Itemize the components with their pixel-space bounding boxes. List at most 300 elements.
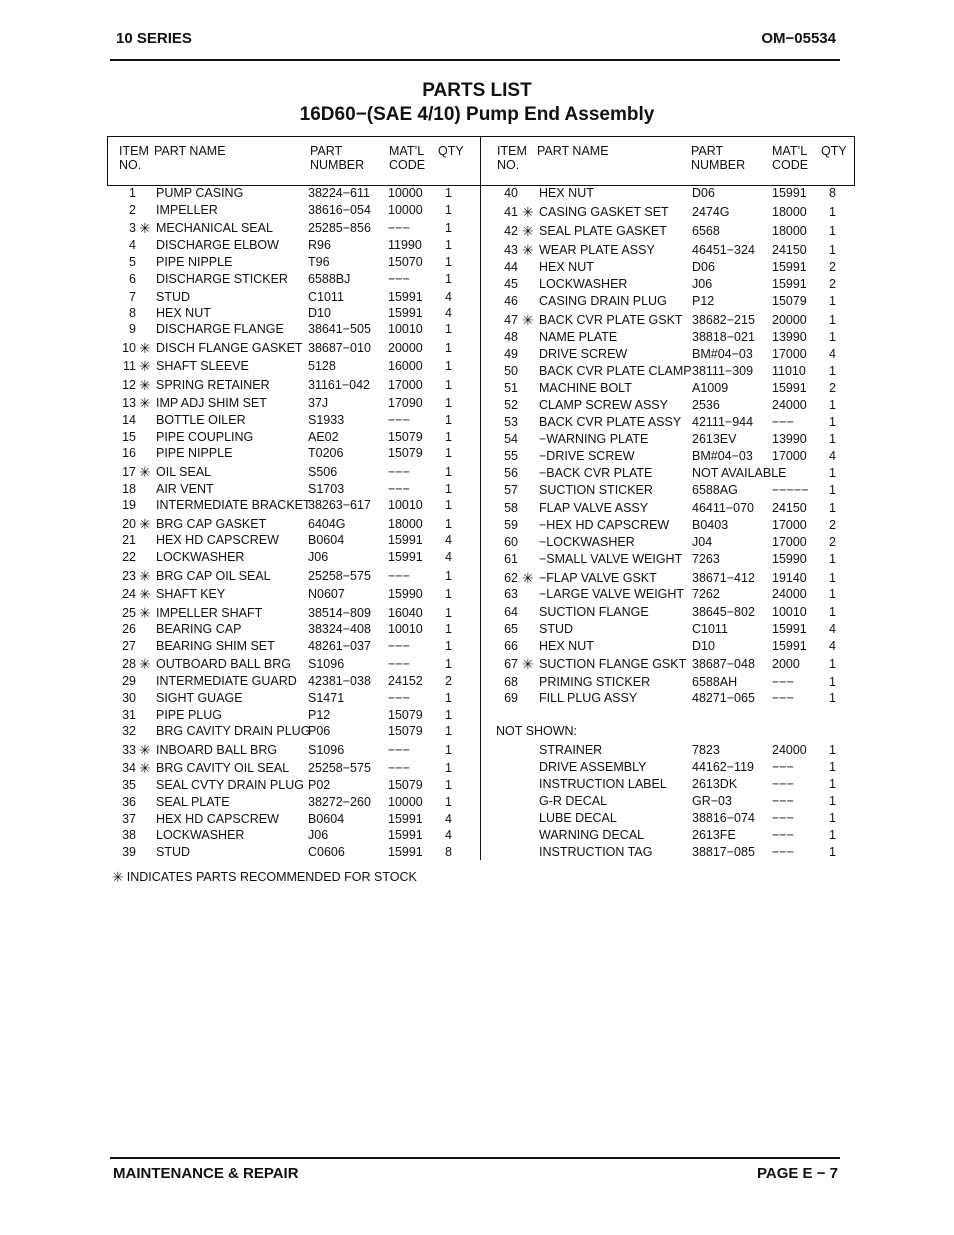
item-number: 43 <box>504 243 518 257</box>
part-name: SPRING RETAINER <box>156 378 270 392</box>
part-number: 37J <box>308 396 329 410</box>
part-number: P06 <box>308 724 331 738</box>
item-number: 29 <box>122 674 136 688</box>
part-name: DRIVE ASSEMBLY <box>539 760 647 774</box>
part-number: S506 <box>308 465 338 479</box>
part-name: BACK CVR PLATE ASSY <box>539 415 682 429</box>
quantity: 1 <box>445 396 452 410</box>
parts-right-row <box>0 276 954 293</box>
item-number: 25 <box>122 606 136 620</box>
item-number: 21 <box>122 533 136 547</box>
part-name: IMPELLER <box>156 203 218 217</box>
item-number: 11 <box>123 359 136 373</box>
parts-right-row <box>0 534 954 551</box>
matl-code: 15990 <box>388 587 423 601</box>
stock-note-text: INDICATES PARTS RECOMMENDED FOR STOCK <box>126 870 417 884</box>
part-name: −LOCKWASHER <box>539 535 635 549</box>
matl-code: 15990 <box>772 552 807 566</box>
stock-star-icon: ✳ <box>112 869 124 885</box>
part-name: SUCTION FLANGE <box>539 605 649 619</box>
part-name: HEX NUT <box>539 639 594 653</box>
part-number: 38687−010 <box>308 341 371 355</box>
not-shown-row <box>0 776 954 793</box>
matl-code: 16040 <box>388 606 423 620</box>
parts-right-row <box>0 621 954 638</box>
matl-code: 16000 <box>388 359 423 373</box>
item-number: 14 <box>122 413 136 427</box>
part-number: 38645−802 <box>692 605 755 619</box>
stock-star-icon: ✳ <box>522 312 534 328</box>
part-number: D06 <box>692 186 715 200</box>
matl-code: −−−−− <box>772 483 809 497</box>
quantity: 1 <box>829 415 836 429</box>
part-name: DISCHARGE FLANGE <box>156 322 284 336</box>
section-name: MAINTENANCE & REPAIR <box>113 1165 299 1182</box>
part-number: BM#04−03 <box>692 347 753 361</box>
col-qty-right: QTY <box>821 144 847 158</box>
matl-code: 10010 <box>388 322 423 336</box>
stock-star-icon: ✳ <box>139 516 151 532</box>
part-name: SIGHT GUAGE <box>156 691 243 705</box>
part-number: C1011 <box>692 622 728 636</box>
parts-right-row <box>0 465 954 482</box>
quantity: 1 <box>829 364 836 378</box>
matl-code: −−− <box>772 811 794 825</box>
quantity: 2 <box>445 674 452 688</box>
item-number: 9 <box>129 322 136 336</box>
quantity: 1 <box>445 446 452 460</box>
part-number: 7262 <box>692 587 720 601</box>
part-name: G-R DECAL <box>539 794 608 808</box>
matl-code: 20000 <box>388 341 423 355</box>
quantity: 1 <box>445 498 452 512</box>
part-name: CASING GASKET SET <box>539 205 669 219</box>
part-number: 38111−309 <box>692 364 754 378</box>
item-number: 56 <box>504 466 518 480</box>
quantity: 1 <box>829 571 836 585</box>
quantity: 4 <box>829 639 836 653</box>
item-number: 64 <box>504 605 518 619</box>
item-number: 19 <box>122 498 136 512</box>
matl-code: 17000 <box>772 347 807 361</box>
matl-code: 15079 <box>388 778 423 792</box>
item-number: 69 <box>504 691 518 705</box>
part-number: 42381−038 <box>308 674 371 688</box>
matl-code: 10010 <box>772 605 807 619</box>
parts-right-row <box>0 397 954 414</box>
matl-code: 17090 <box>388 396 423 410</box>
matl-code: 19140 <box>772 571 807 585</box>
part-number: 42111−944 <box>692 415 754 429</box>
part-number: 6404G <box>308 517 346 531</box>
matl-code: −−− <box>388 743 410 757</box>
page-subtitle: 16D60−(SAE 4/10) Pump End Assembly <box>299 104 655 125</box>
matl-code: −−− <box>772 794 794 808</box>
matl-code: 13990 <box>772 432 807 446</box>
part-name: MACHINE BOLT <box>539 381 632 395</box>
part-number: C0606 <box>308 845 345 859</box>
stock-star-icon: ✳ <box>522 242 534 258</box>
item-number: 17 <box>122 465 136 479</box>
item-number: 67 <box>504 657 518 671</box>
matl-code: −−− <box>388 221 410 235</box>
parts-right-row <box>0 674 954 691</box>
stock-star-icon: ✳ <box>522 223 534 239</box>
part-number: 38816−074 <box>692 811 755 825</box>
part-name: DISCHARGE ELBOW <box>156 238 279 252</box>
quantity: 1 <box>445 778 452 792</box>
part-name: SHAFT KEY <box>156 587 226 601</box>
stock-star-icon: ✳ <box>139 605 151 621</box>
part-number: 38818−021 <box>692 330 755 344</box>
matl-code: 10000 <box>388 795 423 809</box>
col-partnumber-left: PART NUMBER <box>310 144 365 172</box>
matl-code: 10010 <box>388 498 423 512</box>
quantity: 1 <box>445 341 452 355</box>
part-name: BACK CVR PLATE GSKT <box>539 313 683 327</box>
part-number: 38817−085 <box>692 845 755 859</box>
item-number: 32 <box>122 724 136 738</box>
not-shown-row <box>0 827 954 844</box>
quantity: 2 <box>829 260 836 274</box>
matl-code: −−− <box>388 761 410 775</box>
parts-right-row <box>0 570 954 587</box>
quantity: 2 <box>829 277 836 291</box>
part-number: 38324−408 <box>308 622 371 636</box>
matl-code: 10000 <box>388 203 423 217</box>
part-name: INTERMEDIATE BRACKET <box>156 498 311 512</box>
item-number: 5 <box>129 255 136 269</box>
part-number: 44162−119 <box>692 760 754 774</box>
matl-code: 15991 <box>388 290 423 304</box>
part-number: S1703 <box>308 482 345 496</box>
parts-right-row <box>0 517 954 534</box>
parts-right-row <box>0 363 954 380</box>
col-partnumber-right: PART NUMBER <box>691 144 746 172</box>
part-name: −FLAP VALVE GSKT <box>539 571 657 585</box>
item-number: 15 <box>122 430 136 444</box>
item-number: 18 <box>122 482 136 496</box>
item-number: 39 <box>122 845 136 859</box>
matl-code: 15079 <box>388 724 423 738</box>
item-number: 51 <box>504 381 518 395</box>
part-name: WEAR PLATE ASSY <box>539 243 655 257</box>
parts-right-row <box>0 482 954 499</box>
item-number: 4 <box>129 238 136 252</box>
item-number: 42 <box>504 224 518 238</box>
part-name: PIPE PLUG <box>156 708 222 722</box>
part-number: S1096 <box>308 657 345 671</box>
stock-star-icon: ✳ <box>139 742 151 758</box>
matl-code: 15079 <box>388 446 423 460</box>
matl-code: 24150 <box>772 243 807 257</box>
item-number: 35 <box>122 778 136 792</box>
part-number: D06 <box>692 260 715 274</box>
parts-right-row <box>0 223 954 240</box>
parts-right-row <box>0 380 954 397</box>
matl-code: 11010 <box>772 364 806 378</box>
part-number: 38224−611 <box>308 186 370 200</box>
quantity: 2 <box>829 518 836 532</box>
part-number: 38616−054 <box>308 203 371 217</box>
document-number: OM−05534 <box>761 30 836 47</box>
quantity: 1 <box>445 606 452 620</box>
stock-star-icon: ✳ <box>139 760 151 776</box>
quantity: 1 <box>445 743 452 757</box>
col-partname-left: PART NAME <box>154 144 226 158</box>
item-number: 49 <box>504 347 518 361</box>
part-name: PUMP CASING <box>156 186 244 200</box>
quantity: 1 <box>445 517 452 531</box>
quantity: 1 <box>445 482 452 496</box>
quantity: 1 <box>829 605 836 619</box>
part-name: SEAL PLATE GASKET <box>539 224 667 238</box>
part-name: HEX HD CAPSCREW <box>156 812 279 826</box>
part-name: INSTRUCTION TAG <box>539 845 653 859</box>
part-name: BRG CAVITY OIL SEAL <box>156 761 290 775</box>
part-name: DRIVE SCREW <box>539 347 628 361</box>
quantity: 1 <box>445 691 452 705</box>
quantity: 1 <box>829 313 836 327</box>
item-number: 6 <box>129 272 136 286</box>
parts-right-row <box>0 638 954 655</box>
item-number: 23 <box>122 569 136 583</box>
item-number: 13 <box>122 396 136 410</box>
matl-code: −−− <box>772 675 794 689</box>
quantity: 1 <box>829 330 836 344</box>
part-name: SHAFT SLEEVE <box>156 359 249 373</box>
quantity: 1 <box>445 639 452 653</box>
matl-code: −−− <box>388 657 410 671</box>
part-name: BEARING SHIM SET <box>156 639 275 653</box>
part-name: −WARNING PLATE <box>539 432 649 446</box>
parts-right-row <box>0 656 954 673</box>
quantity: 1 <box>829 675 836 689</box>
quantity: 4 <box>829 449 836 463</box>
parts-right-row <box>0 259 954 276</box>
parts-right-row <box>0 690 954 707</box>
part-number: D10 <box>692 639 715 653</box>
matl-code: 15079 <box>772 294 807 308</box>
quantity: 1 <box>445 221 452 235</box>
col-matl-left: MAT’L CODE <box>389 144 426 172</box>
quantity: 1 <box>445 708 452 722</box>
part-number: 6568 <box>692 224 720 238</box>
matl-code: 15991 <box>388 812 423 826</box>
quantity: 1 <box>445 238 452 252</box>
part-number: 38263−617 <box>308 498 371 512</box>
part-name: PIPE NIPPLE <box>156 446 233 460</box>
stock-note <box>112 868 417 884</box>
item-number: 54 <box>504 432 518 446</box>
quantity: 4 <box>829 622 836 636</box>
matl-code: −−− <box>388 569 410 583</box>
parts-right-row <box>0 448 954 465</box>
not-shown-row <box>0 844 954 861</box>
part-number: 2536 <box>692 398 720 412</box>
part-name: PIPE NIPPLE <box>156 255 233 269</box>
col-item-left: ITEM NO. <box>119 144 149 172</box>
item-number: 37 <box>122 812 136 826</box>
part-number: 6588AH <box>692 675 738 689</box>
part-number: P12 <box>692 294 715 308</box>
quantity: 1 <box>829 691 836 705</box>
item-number: 63 <box>504 587 518 601</box>
part-number: 38641−505 <box>308 322 371 336</box>
part-number: BM#04−03 <box>692 449 753 463</box>
quantity: 1 <box>829 811 836 825</box>
item-number: 31 <box>122 708 136 722</box>
part-number: B0604 <box>308 533 345 547</box>
matl-code: 15079 <box>388 430 423 444</box>
stock-star-icon: ✳ <box>139 377 151 393</box>
quantity: 1 <box>445 724 452 738</box>
part-number: C1011 <box>308 290 344 304</box>
quantity: 1 <box>829 657 836 671</box>
part-name: SEAL CVTY DRAIN PLUG <box>156 778 304 792</box>
part-number: B0604 <box>308 812 345 826</box>
part-number: 2613FE <box>692 828 736 842</box>
matl-code: −−− <box>388 272 410 286</box>
item-number: 48 <box>504 330 518 344</box>
item-number: 36 <box>122 795 136 809</box>
part-name: −SMALL VALVE WEIGHT <box>539 552 683 566</box>
matl-code: 24000 <box>772 587 807 601</box>
part-name: PIPE COUPLING <box>156 430 254 444</box>
quantity: 4 <box>445 828 452 842</box>
stock-star-icon: ✳ <box>139 358 151 374</box>
part-number: 6588AG <box>692 483 738 497</box>
part-name: AIR VENT <box>156 482 214 496</box>
item-number: 10 <box>122 341 136 355</box>
matl-code: 11990 <box>388 238 422 252</box>
part-number: N0607 <box>308 587 345 601</box>
part-number: 38682−215 <box>692 313 755 327</box>
item-number: 26 <box>122 622 136 636</box>
stock-star-icon: ✳ <box>139 464 151 480</box>
matl-code: 15070 <box>388 255 423 269</box>
part-name: LOCKWASHER <box>156 550 245 564</box>
parts-right-row <box>0 329 954 346</box>
matl-code: 24000 <box>772 743 807 757</box>
stock-star-icon: ✳ <box>139 656 151 672</box>
matl-code: 18000 <box>388 517 423 531</box>
matl-code: 15991 <box>388 306 423 320</box>
quantity: 1 <box>829 552 836 566</box>
part-number: R96 <box>308 238 331 252</box>
part-name: CASING DRAIN PLUG <box>539 294 667 308</box>
part-name: FLAP VALVE ASSY <box>539 501 649 515</box>
part-number: 31161−042 <box>308 378 370 392</box>
quantity: 1 <box>445 761 452 775</box>
part-number: 7823 <box>692 743 720 757</box>
quantity: 1 <box>829 777 836 791</box>
part-name: DISCH FLANGE GASKET <box>156 341 303 355</box>
quantity: 1 <box>829 760 836 774</box>
quantity: 1 <box>829 294 836 308</box>
parts-right-row <box>0 414 954 431</box>
col-matl-right: MAT’L CODE <box>772 144 809 172</box>
part-number: 5128 <box>308 359 336 373</box>
item-number: 62 <box>504 571 518 585</box>
item-number: 41 <box>504 205 518 219</box>
item-number: 53 <box>504 415 518 429</box>
matl-code: −−− <box>772 828 794 842</box>
part-number: 25285−856 <box>308 221 371 235</box>
quantity: 2 <box>829 535 836 549</box>
part-number: S1933 <box>308 413 345 427</box>
item-number: 66 <box>504 639 518 653</box>
part-name: −DRIVE SCREW <box>539 449 635 463</box>
item-number: 28 <box>122 657 136 671</box>
part-name: INBOARD BALL BRG <box>156 743 278 757</box>
matl-code: 20000 <box>772 313 807 327</box>
quantity: 1 <box>445 657 452 671</box>
part-number: J06 <box>308 828 329 842</box>
part-name: HEX NUT <box>156 306 211 320</box>
parts-right-row <box>0 431 954 448</box>
quantity: 1 <box>445 322 452 336</box>
part-name: STRAINER <box>539 743 603 757</box>
part-number: S1471 <box>308 691 345 705</box>
quantity: 1 <box>445 587 452 601</box>
item-number: 58 <box>504 501 518 515</box>
not-shown-row <box>0 759 954 776</box>
part-name: BACK CVR PLATE CLAMP <box>539 364 692 378</box>
part-name: LUBE DECAL <box>539 811 617 825</box>
parts-right-row <box>0 242 954 259</box>
quantity: 1 <box>829 224 836 238</box>
quantity: 1 <box>445 255 452 269</box>
part-name: −LARGE VALVE WEIGHT <box>539 587 685 601</box>
parts-right-row <box>0 586 954 603</box>
quantity: 1 <box>445 795 452 809</box>
parts-right-row <box>0 293 954 310</box>
matl-code: 15991 <box>772 186 807 200</box>
item-number: 3 <box>129 221 136 235</box>
part-number: NOT AVAILABLE <box>692 466 787 480</box>
item-number: 7 <box>129 290 136 304</box>
stock-star-icon: ✳ <box>139 220 151 236</box>
item-number: 1 <box>129 186 136 200</box>
quantity: 1 <box>829 398 836 412</box>
matl-code: 24150 <box>772 501 807 515</box>
item-number: 46 <box>504 294 518 308</box>
part-number: 38671−412 <box>692 571 755 585</box>
matl-code: 18000 <box>772 205 807 219</box>
part-name: WARNING DECAL <box>539 828 645 842</box>
quantity: 2 <box>829 381 836 395</box>
part-name: BOTTLE OILER <box>156 413 246 427</box>
matl-code: 2000 <box>772 657 800 671</box>
matl-code: −−− <box>772 691 794 705</box>
stock-star-icon: ✳ <box>139 395 151 411</box>
quantity: 1 <box>445 413 452 427</box>
quantity: 1 <box>829 243 836 257</box>
matl-code: 15991 <box>388 533 423 547</box>
item-number: 55 <box>504 449 518 463</box>
item-number: 38 <box>122 828 136 842</box>
matl-code: 15991 <box>772 639 807 653</box>
quantity: 1 <box>829 743 836 757</box>
matl-code: −−− <box>388 482 410 496</box>
part-number: 48261−037 <box>308 639 371 653</box>
part-number: 6588BJ <box>308 272 351 286</box>
item-number: 59 <box>504 518 518 532</box>
quantity: 1 <box>829 483 836 497</box>
part-number: 2474G <box>692 205 730 219</box>
matl-code: −−− <box>388 691 410 705</box>
